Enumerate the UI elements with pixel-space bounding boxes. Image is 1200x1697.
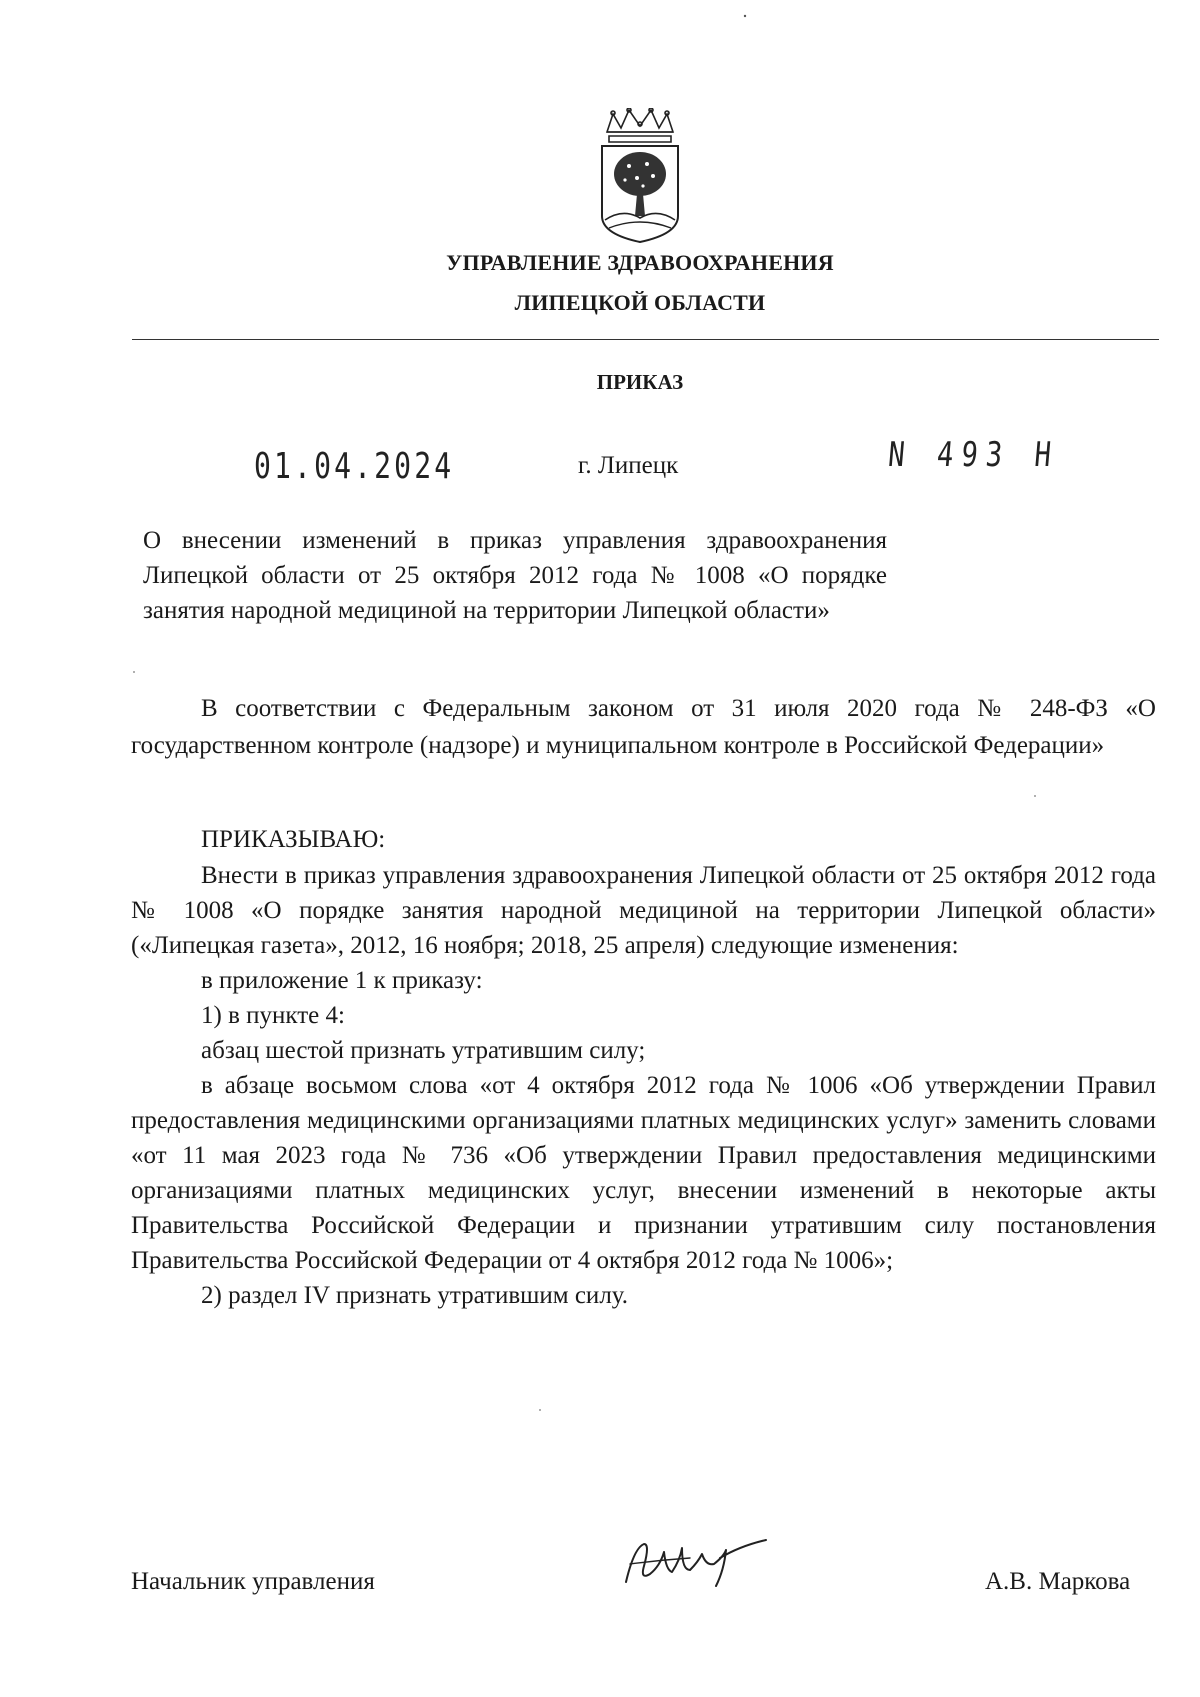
- order-word: ПРИКАЗЫВАЮ:: [201, 826, 386, 853]
- signatory-name: А.В. Маркова: [985, 1568, 1131, 1595]
- signatory-position: Начальник управления: [131, 1568, 375, 1595]
- preamble-paragraph: В соответствии с Федеральным законом от 31 июля 2020 года № 248-ФЗ «О государственном контроле (надзоре) и муниципальном контроле в Российской Федерации»: [131, 695, 1156, 759]
- document-number: N 493 Н: [886, 435, 1061, 475]
- header-divider: [132, 339, 1159, 340]
- organization-name-line-1: УПРАВЛЕНИЕ ЗДРАВООХРАНЕНИЯ: [446, 250, 834, 275]
- coat-of-arms-icon: [599, 108, 681, 246]
- body-list-item: 1) в пункте 4:: [201, 1002, 345, 1029]
- body-paragraph: в приложение 1 к приказу:: [201, 967, 483, 994]
- document-body: [131, 858, 1156, 1313]
- body-paragraph: в абзаце восьмом слова «от 4 октября 2012 года № 1006 «Об утверждении Правил предоставления медицинскими организациями платных медицинских услуг» заменить словами «от 11 мая 2023 года № 736 «Об утверждении Правил предоставления медицинскими организациями платных медицинских услуг, внесении изменений в некоторые акты Правительства Российской Федерации и признании утратившим силу постановления Правительства Российской Федерации от 4 октября 2012 года № 1006»;: [131, 1072, 1156, 1274]
- body-paragraph: Внести в приказ управления здравоохранения Липецкой области от 25 октября 2012 года № 1008 «О порядке занятия народной медициной на территории Липецкой области» («Липецкая газета», 2012, 16 ноября; 2018, 25 апреля) следующие изменения:: [131, 862, 1156, 959]
- handwritten-signature: [620, 1530, 770, 1590]
- document-city: г. Липецк: [578, 452, 679, 479]
- document-type: ПРИКАЗ: [596, 370, 684, 394]
- document-date: 01.04.2024: [254, 446, 455, 487]
- body-paragraph: абзац шестой признать утратившим силу;: [201, 1037, 646, 1064]
- body-list-item: 2) раздел IV признать утратившим силу.: [201, 1282, 629, 1309]
- organization-name-line-2: ЛИПЕЦКОЙ ОБЛАСТИ: [514, 290, 766, 315]
- document-title: О внесении изменений в приказ управления здравоохранения Липецкой области от 25 октября 2012 года № 1008 «О порядке занятия народной медициной на территории Липецкой области»: [143, 527, 887, 624]
